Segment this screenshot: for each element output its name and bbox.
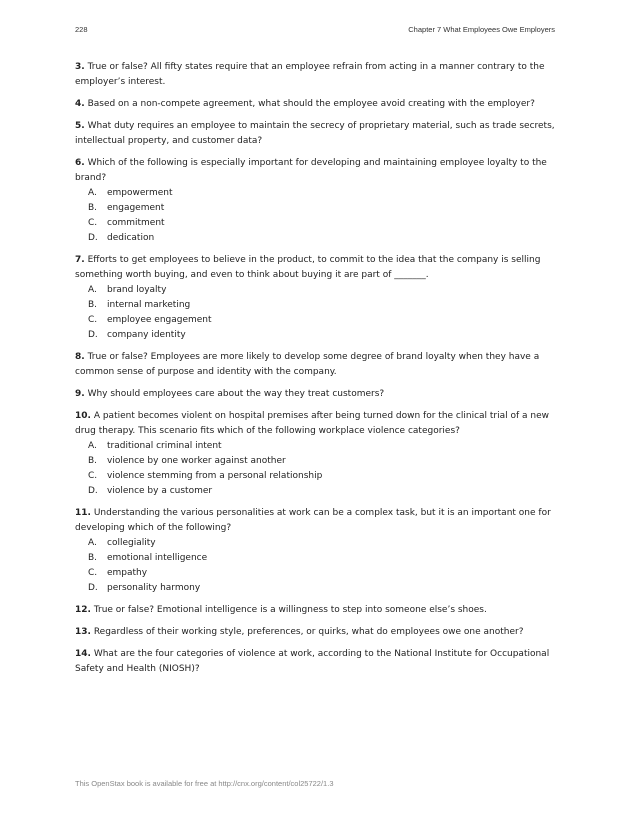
option-text: traditional criminal intent <box>107 441 222 451</box>
question-text <box>75 156 560 186</box>
answer-option <box>75 201 560 216</box>
option-text: violence by a customer <box>107 486 213 496</box>
option-letter: C. <box>88 218 98 228</box>
question-number: 3. <box>75 62 85 72</box>
option-text: violence stemming from a personal relationship <box>107 471 323 481</box>
question-11 <box>75 506 560 596</box>
question-text <box>75 625 560 640</box>
answer-options <box>75 186 560 246</box>
question-text <box>75 647 560 677</box>
answer-option <box>75 298 560 313</box>
question-7 <box>75 253 560 343</box>
question-number: 11. <box>75 508 91 518</box>
question-body: Understanding the various personalities at work can be a complex task, but it is an important one for developing which of the following? <box>75 508 551 533</box>
option-letter: C. <box>88 568 98 578</box>
option-letter: D. <box>88 330 98 340</box>
page-footer: This OpenStax book is available for free at http://cnx.org/content/col25722/1.3 <box>75 779 334 788</box>
question-6 <box>75 156 560 246</box>
answer-option <box>75 283 560 298</box>
answer-option <box>75 566 560 581</box>
option-letter: A. <box>88 441 97 451</box>
option-letter: B. <box>88 456 98 466</box>
question-number: 10. <box>75 411 91 421</box>
question-body: Efforts to get employees to believe in the product, to commit to the idea that the company is selling something worth buying, and even to think about buying it are part of _______. <box>75 255 541 280</box>
question-14 <box>75 647 560 677</box>
option-text: engagement <box>107 203 165 213</box>
question-number: 4. <box>75 99 85 109</box>
answer-option <box>75 536 560 551</box>
question-number: 7. <box>75 255 85 265</box>
question-number: 5. <box>75 121 85 131</box>
question-body: True or false? All fifty states require that an employee refrain from acting in a manner contrary to the employer’s interest. <box>75 62 545 87</box>
question-number: 12. <box>75 605 91 615</box>
question-number: 14. <box>75 649 91 659</box>
option-text: violence by one worker against another <box>107 456 286 466</box>
question-number: 8. <box>75 352 85 362</box>
option-letter: D. <box>88 233 98 243</box>
answer-option <box>75 454 560 469</box>
option-text: empowerment <box>107 188 173 198</box>
option-text: company identity <box>107 330 186 340</box>
question-9 <box>75 387 560 402</box>
option-text: personality harmony <box>107 583 201 593</box>
question-body: Why should employees care about the way they treat customers? <box>87 389 385 399</box>
question-text <box>75 409 560 439</box>
option-text: empathy <box>107 568 148 578</box>
question-text <box>75 603 560 618</box>
question-number: 13. <box>75 627 91 637</box>
option-letter: B. <box>88 553 98 563</box>
answer-option <box>75 313 560 328</box>
option-letter: B. <box>88 203 98 213</box>
option-letter: A. <box>88 538 97 548</box>
question-5 <box>75 119 560 149</box>
option-letter: D. <box>88 583 98 593</box>
answer-options <box>75 439 560 499</box>
question-13 <box>75 625 560 640</box>
question-body: What are the four categories of violence at work, according to the National Institute for Occupational Safety and Health (NIOSH)? <box>75 649 550 674</box>
question-body: Which of the following is especially important for developing and maintaining employee loyalty to the brand? <box>75 158 547 183</box>
answer-option <box>75 581 560 596</box>
page-number: 228 <box>75 25 88 34</box>
answer-option <box>75 551 560 566</box>
question-text <box>75 97 560 112</box>
answer-option <box>75 439 560 454</box>
question-12 <box>75 603 560 618</box>
option-text: dedication <box>107 233 155 243</box>
question-8 <box>75 350 560 380</box>
question-text <box>75 506 560 536</box>
option-letter: D. <box>88 486 98 496</box>
question-body: What duty requires an employee to maintain the secrecy of proprietary material, such as trade secrets, intellectual property, and customer data? <box>75 121 555 146</box>
question-body: True or false? Emotional intelligence is a willingness to step into someone else’s shoes. <box>93 605 487 615</box>
question-text <box>75 60 560 90</box>
question-body: Regardless of their working style, preferences, or quirks, what do employees owe one another? <box>93 627 524 637</box>
question-text <box>75 350 560 380</box>
option-letter: A. <box>88 285 97 295</box>
option-text: employee engagement <box>107 315 212 325</box>
option-text: commitment <box>107 218 165 228</box>
option-text: emotional intelligence <box>107 553 208 563</box>
question-text <box>75 119 560 149</box>
question-body: A patient becomes violent on hospital premises after being turned down for the clinical trial of a new drug therapy. This scenario fits which of the following workplace violence categories? <box>75 411 550 436</box>
question-body: True or false? Employees are more likely to develop some degree of brand loyalty when they have a common sense of purpose and identity with the company. <box>75 352 540 377</box>
option-text: brand loyalty <box>107 285 167 295</box>
answer-option <box>75 231 560 246</box>
answer-option <box>75 186 560 201</box>
option-text: internal marketing <box>107 300 191 310</box>
answer-option <box>75 484 560 499</box>
answer-option <box>75 216 560 231</box>
option-letter: A. <box>88 188 97 198</box>
option-letter: C. <box>88 471 98 481</box>
chapter-title: Chapter 7 What Employees Owe Employers <box>408 25 555 34</box>
question-body: Based on a non-compete agreement, what should the employee avoid creating with the employer? <box>87 99 535 109</box>
option-text: collegiality <box>107 538 156 548</box>
question-text <box>75 387 560 402</box>
running-head <box>75 25 555 37</box>
option-letter: C. <box>88 315 98 325</box>
question-text <box>75 253 560 283</box>
option-letter: B. <box>88 300 98 310</box>
question-10 <box>75 409 560 499</box>
question-number: 9. <box>75 389 85 399</box>
question-number: 6. <box>75 158 85 168</box>
answer-option <box>75 469 560 484</box>
question-4 <box>75 97 560 112</box>
answer-option <box>75 328 560 343</box>
review-questions <box>75 60 560 684</box>
question-3 <box>75 60 560 90</box>
answer-options <box>75 283 560 343</box>
answer-options <box>75 536 560 596</box>
